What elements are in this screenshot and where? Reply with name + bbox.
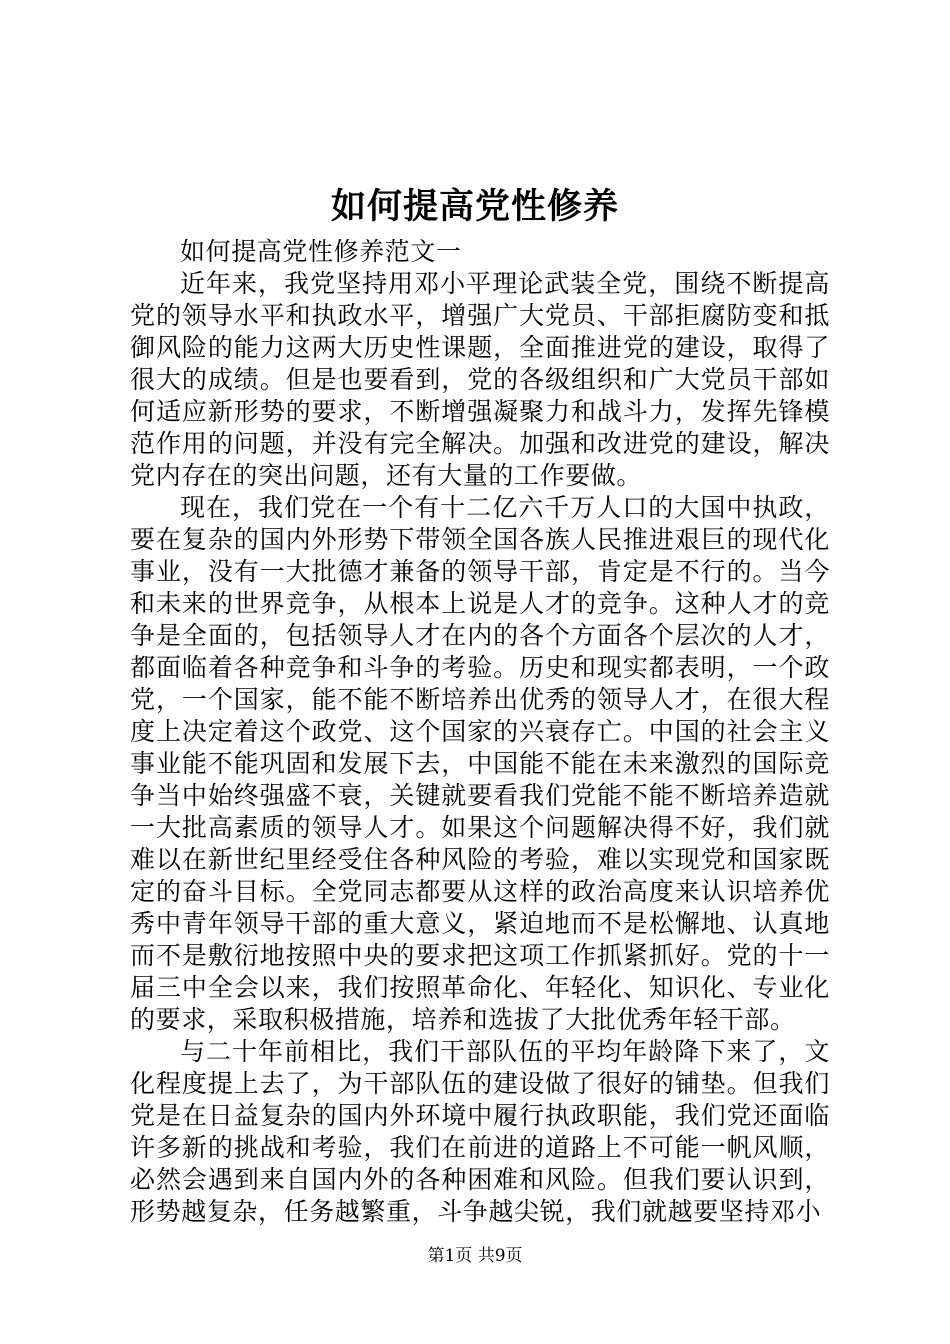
paragraph-3: 与二十年前相比，我们干部队伍的平均年龄降下来了，文化程度提上去了，为干部队伍的建设做了很好的铺垫。但我们党是在日益复杂的国内外环境中履行执政职能，我们党还面临许多新的挑战和考验，我们在前进的道路上不可能一帆风顺，必然会遇到来自国内外的各种困难和风险。但我们要认识到，形势越复杂，任务越繁重，斗争越尖锐，我们就越要坚持邓小 [130, 1037, 830, 1226]
paragraph-2: 现在，我们党在一个有十二亿六千万人口的大国中执政，要在复杂的国内外形势下带领全国各族人民推进艰巨的现代化事业，没有一大批德才兼备的领导干部，肯定是不行的。当今和未来的世界竞争，从根本上说是人才的竞争。这种人才的竞争是全面的，包括领导人才在内的各个方面各个层次的人才，都面临着各种竞争和斗争的考验。历史和现实都表明，一个政党，一个国家，能不能不断培养出优秀的领导人才，在很大程度上决定着这个政党、这个国家的兴衰存亡。中国的社会主义事业能不能巩固和发展下去，中国能不能在未来激烈的国际竞争当中始终强盛不衰，关键就要看我们党能不能不断培养造就一大批高素质的领导人才。如果这个问题解决得不好，我们就难以在新世纪里经受住各种风险的考验，难以实现党和国家既定的奋斗目标。全党同志都要从这样的政治高度来认识培养优秀中青年领导干部的重大意义，紧迫地而不是松懈地、认真地而不是敷衍地按照中央的要求把这项工作抓紧抓好。党的十一届三中全会以来，我们按照革命化、年轻化、知识化、专业化的要求，采取积极措施，培养和选拔了大批优秀年轻干部。 [130, 493, 830, 1034]
document-subtitle: 如何提高党性修养范文一 [180, 237, 462, 266]
document-body [130, 236, 830, 1228]
paragraph-1: 近年来，我党坚持用邓小平理论武装全党，围绕不断提高党的领导水平和执政水平，增强广大党员、干部拒腐防变和抵御风险的能力这两大历史性课题，全面推进党的建设，取得了很大的成绩。但是也要看到，党的各级组织和广大党员干部如何适应新形势的要求，不断增强凝聚力和战斗力，发挥先锋模范作用的问题，并没有完全解决。加强和改进党的建设，解决党内存在的突出问题，还有大量的工作要做。 [130, 269, 830, 490]
document-title: 如何提高党性修养 [330, 186, 619, 227]
page-footer: 第1页 共9页 [427, 1246, 523, 1266]
